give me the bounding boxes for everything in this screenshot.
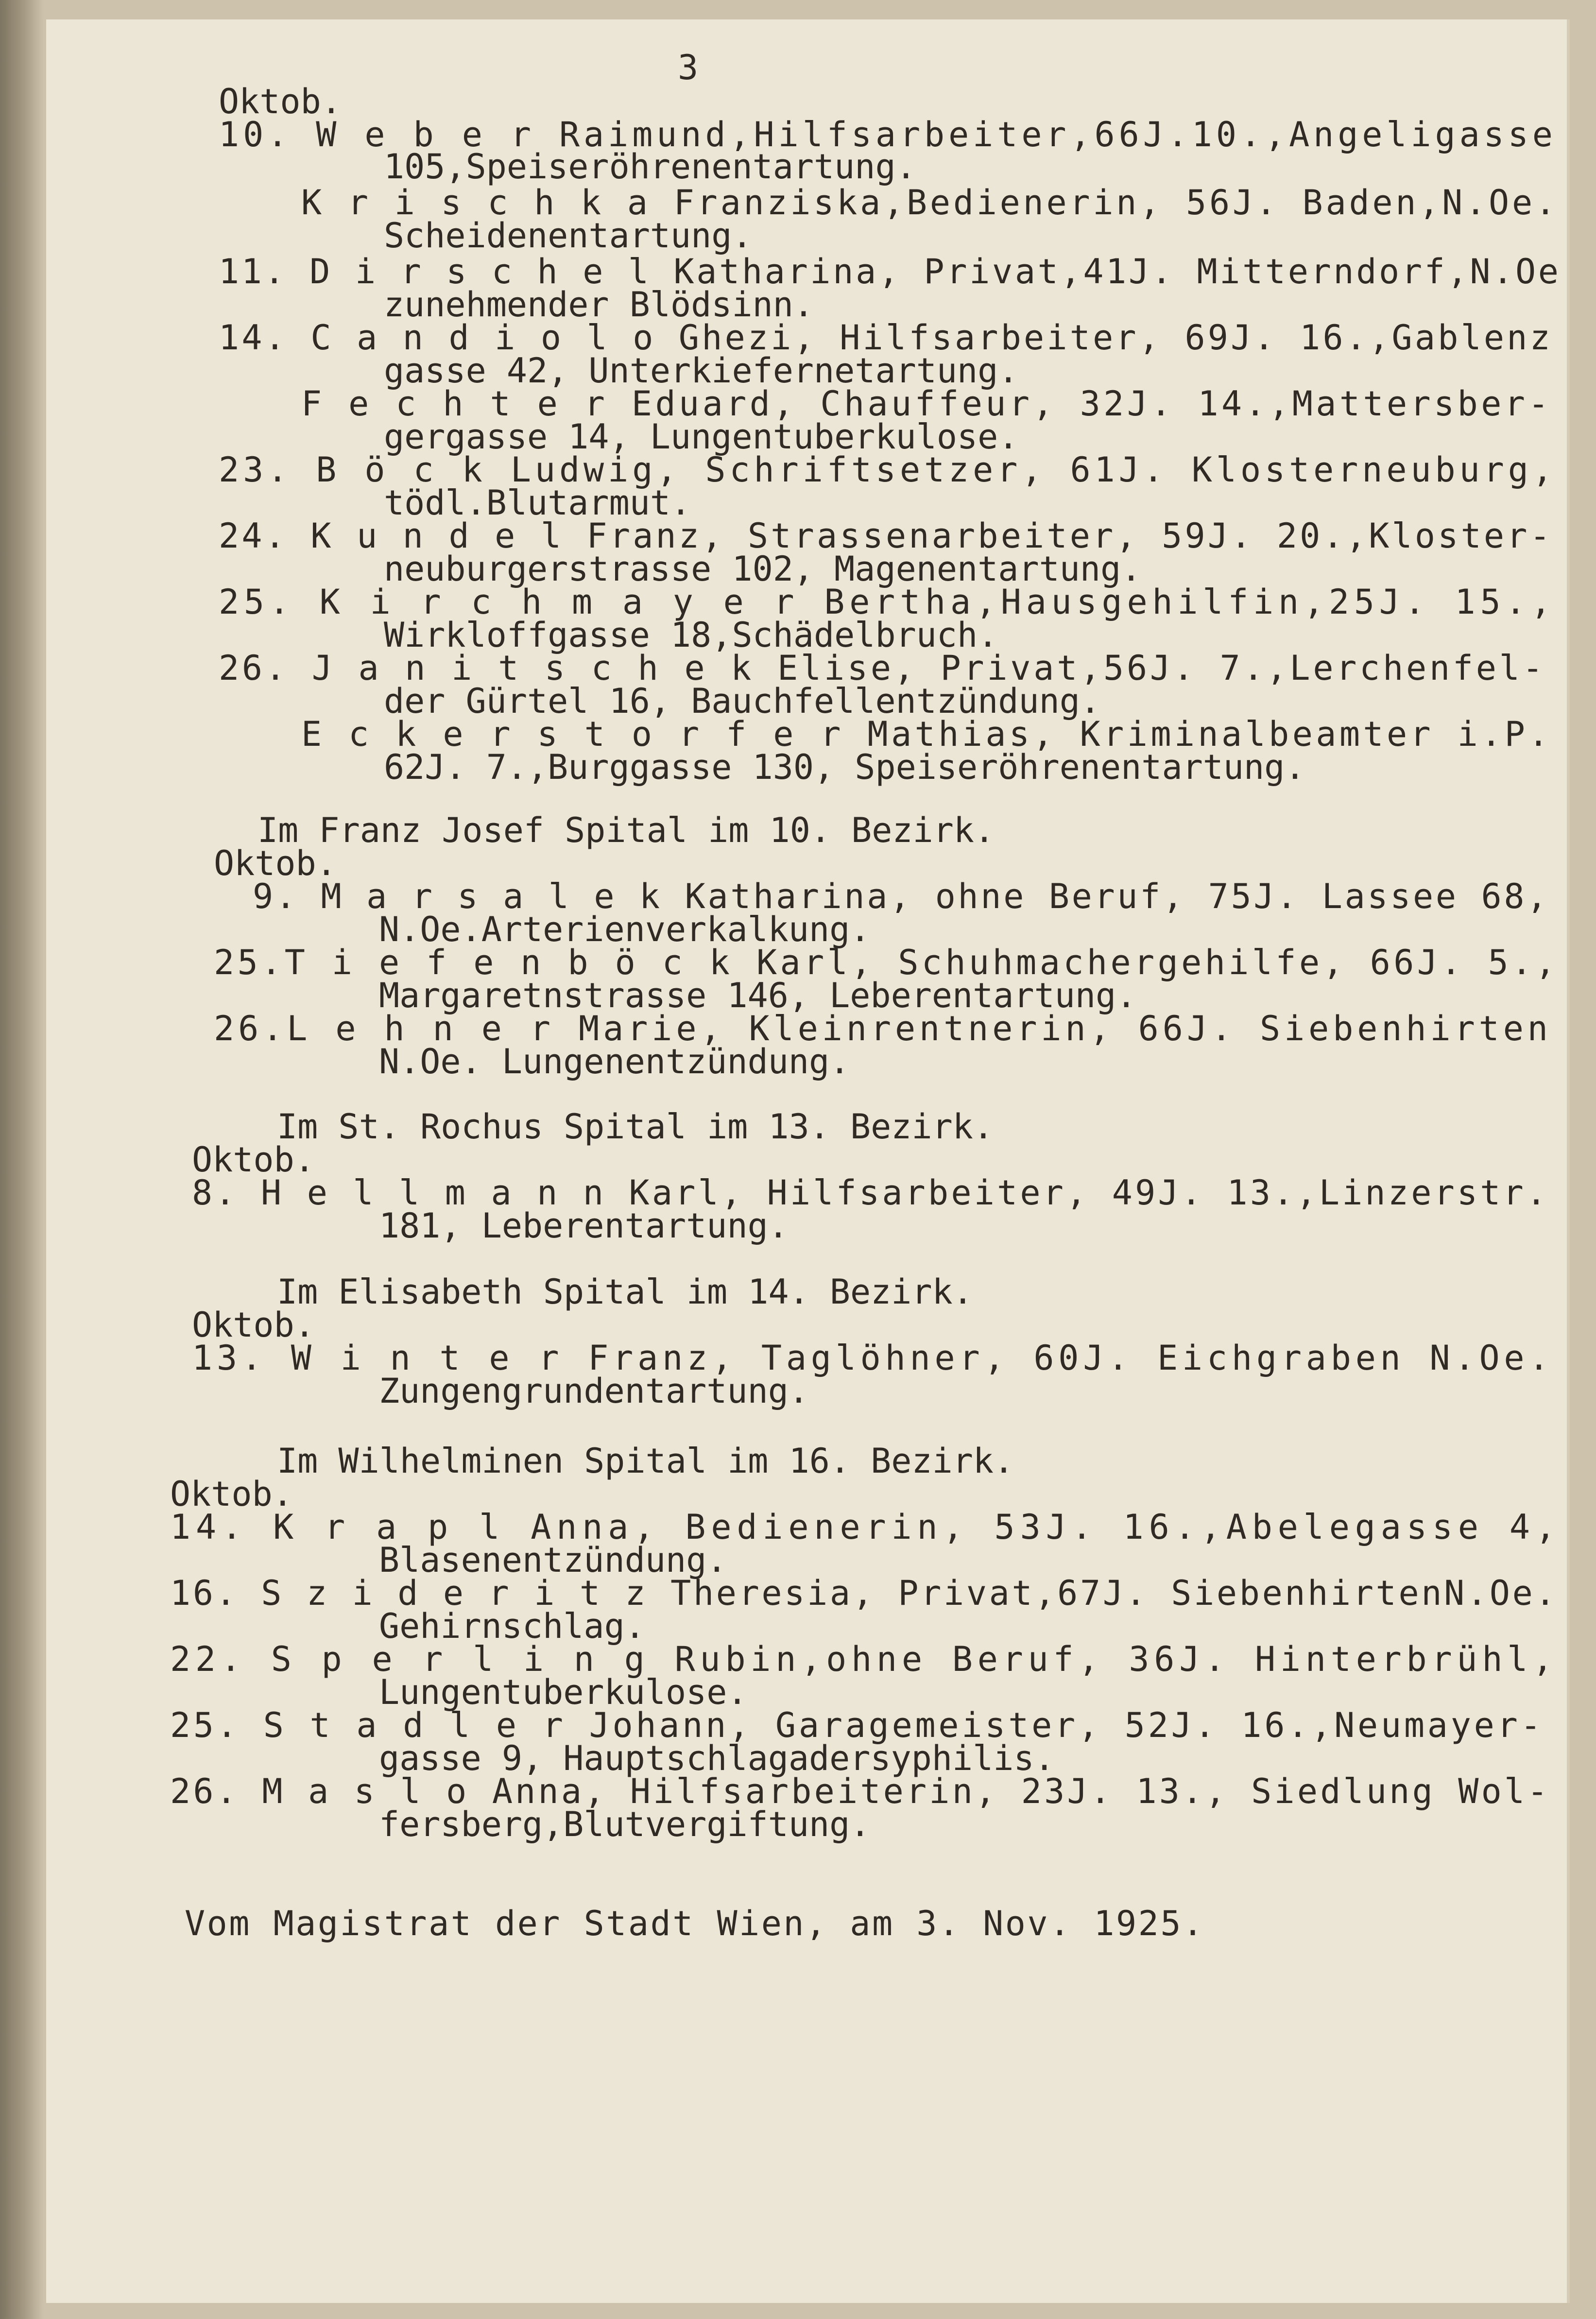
month-heading: Oktob. [219,82,342,121]
entry-continuation: 105,Speiseröhrenentartung. [384,147,916,187]
month-heading: Oktob. [192,1305,315,1345]
entry-line: 25. K i r c h m a y e r Bertha,Hausgehilfin,25J. 15., [219,582,1556,622]
entry-line: F e c h t e r Eduard, Chauffeur, 32J. 14.,Mattersber- [301,384,1552,424]
entry-line: 14. K r a p l Anna, Bedienerin, 53J. 16.,Abelegasse 4, [170,1507,1561,1547]
entry-line: 11. D i r s c h e l Katharina, Privat,41J. Mitterndorf,N.Oe [219,252,1561,292]
section-heading: Im Franz Josef Spital im 10. Bezirk. [257,810,995,850]
entry-continuation: Blasenentzündung. [379,1540,727,1580]
entry-line: 10. W e b e r Raimund,Hilfsarbeiter,66J.10.,Angeligasse [219,115,1557,155]
entry-continuation: Zungengrundentartung. [379,1371,809,1411]
entry-line: 9. M a r s a l e k Katharina, ohne Beruf, 75J. Lassee 68, [253,876,1549,916]
entry-line: 24. K u n d e l Franz, Strassenarbeiter, 59J. 20.,Kloster- [219,516,1553,556]
entry-line: 26.L e h n e r Marie, Kleinrentnerin, 66J. Siebenhirten [214,1009,1552,1048]
month-heading: Oktob. [214,843,337,883]
section-heading: Im Elisabeth Spital im 14. Bezirk. [277,1272,973,1312]
entry-continuation: zunehmender Blödsinn. [384,285,814,325]
entry-line: 23. B ö c k Ludwig, Schriftsetzer, 61J. Klosterneuburg, [219,450,1557,490]
entry-line: 25. S t a d l e r Johann, Garagemeister, 52J. 16.,Neumayer- [170,1705,1544,1745]
entry-continuation: Wirkloffgasse 18,Schädelbruch. [384,615,998,655]
entry-line: 25.T i e f e n b ö c k Karl, Schuhmachergehilfe, 66J. 5., [214,943,1559,982]
entry-continuation: Lungentuberkulose. [379,1672,748,1712]
entry-continuation: der Gürtel 16, Bauchfellentzündung. [384,681,1101,721]
month-heading: Oktob. [170,1474,293,1514]
entry-continuation: neuburgerstrasse 102, Magenentartung. [384,549,1142,589]
entry-line: 13. W i n t e r Franz, Taglöhner, 60J. Eichgraben N.Oe. [192,1338,1554,1378]
entry-line: 26. J a n i t s c h e k Elise, Privat,56J. 7.,Lerchenfel- [219,648,1546,688]
entry-continuation: fersberg,Blutvergiftung. [379,1804,871,1844]
book-binding [0,0,44,2319]
entry-continuation: 181, Leberentartung. [379,1206,789,1246]
entry-continuation: N.Oe. Lungenentzündung. [379,1042,850,1082]
entry-line: 16. S z i d e r i t z Theresia, Privat,67J. SiebenhirtenN.Oe. [170,1573,1558,1613]
entry-continuation: Margaretnstrasse 146, Leberentartung. [379,976,1137,1015]
entry-continuation: 62J. 7.,Burggasse 130, Speiseröhrenentartung. [384,747,1305,787]
entry-line: 22. S p e r l i n g Rubin,ohne Beruf, 36J. Hinterbrühl, [170,1639,1558,1679]
entry-continuation: gergasse 14, Lungentuberkulose. [384,417,1019,457]
entry-line: E c k e r s t o r f e r Mathias, Kriminalbeamter i.P. [301,714,1552,754]
entry-continuation: gasse 42, Unterkiefernetartung. [384,351,1019,391]
page-number: 3 [678,48,699,87]
entry-continuation: gasse 9, Hauptschlagadersyphilis. [379,1738,1055,1778]
month-heading: Oktob. [192,1140,315,1180]
section-heading: Im St. Rochus Spital im 13. Bezirk. [277,1107,994,1147]
entry-line: 26. M a s l o Anna, Hilfsarbeiterin, 23J. 13., Siedlung Wol- [170,1771,1550,1811]
entry-continuation: Gehirnschlag. [379,1606,645,1646]
entry-continuation: Scheidenentartung. [384,216,753,256]
section-heading: Im Wilhelminen Spital im 16. Bezirk. [277,1441,1014,1481]
entry-line: K r i s c h k a Franziska,Bedienerin, 56J. Baden,N.Oe. [301,183,1559,223]
entry-line: 14. C a n d i o l o Ghezi, Hilfsarbeiter, 69J. 16.,Gablenz [219,318,1553,358]
entry-continuation: N.Oe.Arterienverkalkung. [379,910,871,949]
entry-continuation: tödl.Blutarmut. [384,483,691,523]
entry-line: 8. H e l l m a n n Karl, Hilfsarbeiter, 49J. 13.,Linzerstr. [192,1173,1549,1213]
signature-line: Vom Magistrat der Stadt Wien, am 3. Nov. 1925. [185,1904,1205,1943]
